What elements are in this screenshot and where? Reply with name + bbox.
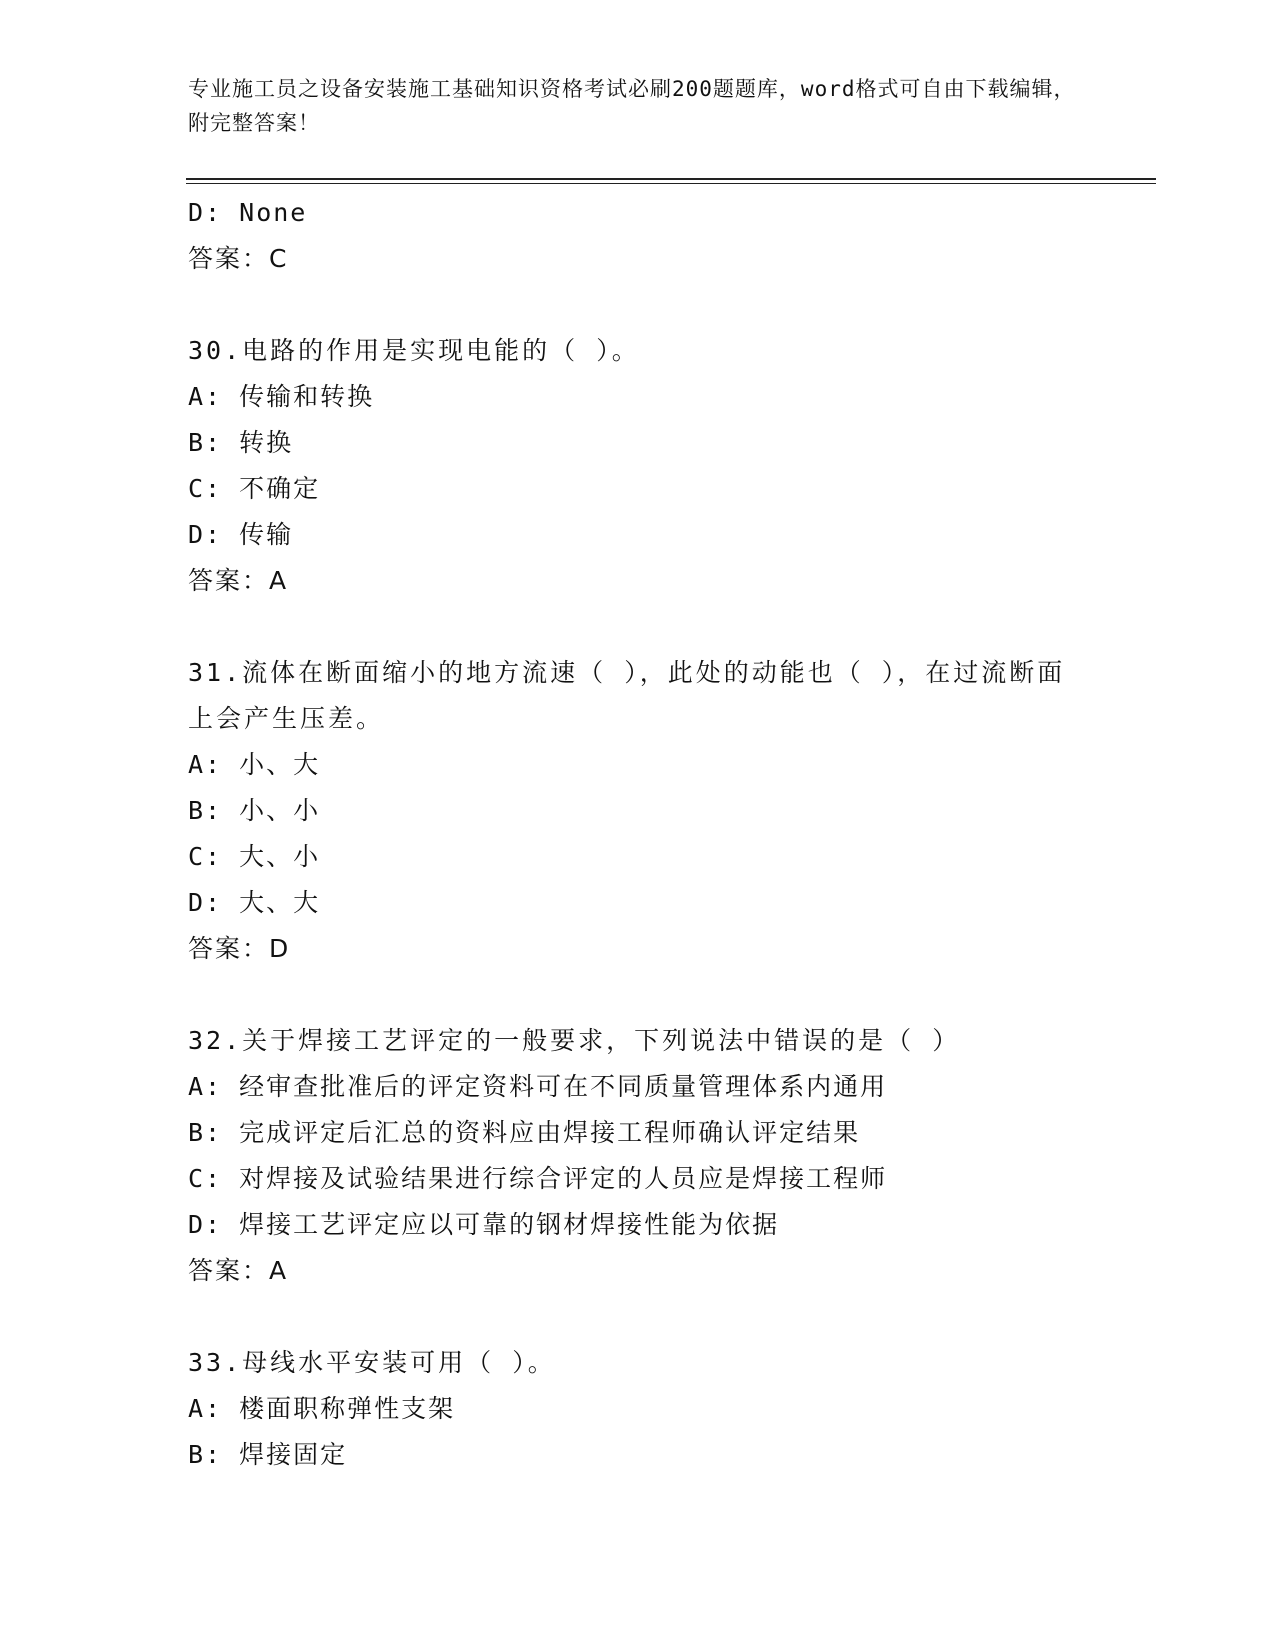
question-32: [188, 1018, 1088, 1294]
option-a: A: 楼面职称弹性支架: [188, 1394, 456, 1423]
header-divider: [186, 178, 1156, 180]
answer-line: 答案：C: [188, 244, 289, 273]
option-d: D: 焊接工艺评定应以可靠的钢材焊接性能为依据: [188, 1210, 780, 1239]
question-31: [188, 650, 1088, 972]
question-text: 30.电路的作用是实现电能的（ ）。: [188, 336, 640, 365]
question-list: [188, 190, 1088, 1478]
option-c: C: 大、小: [188, 842, 321, 871]
option-c: C: 对焊接及试验结果进行综合评定的人员应是焊接工程师: [188, 1164, 888, 1193]
answer-line: 答案：D: [188, 934, 291, 963]
option-a: A: 经审查批准后的评定资料可在不同质量管理体系内通用: [188, 1072, 888, 1101]
question-text: 32.关于焊接工艺评定的一般要求，下列说法中错误的是（ ）: [188, 1026, 961, 1055]
option-b: B: 焊接固定: [188, 1440, 348, 1469]
option-d: D: 大、大: [188, 888, 321, 917]
document-header: [188, 72, 1078, 140]
option-b: B: 转换: [188, 428, 294, 457]
option-b: B: 小、小: [188, 796, 321, 825]
question-30: [188, 328, 1088, 604]
header-divider-thin: [186, 183, 1156, 184]
option-a: A: 传输和转换: [188, 382, 375, 411]
option-d: D: None: [188, 198, 308, 227]
answer-line: 答案：A: [188, 1256, 289, 1285]
option-b: B: 完成评定后汇总的资料应由焊接工程师确认评定结果: [188, 1118, 861, 1147]
question-33: [188, 1340, 1088, 1478]
option-c: C: 不确定: [188, 474, 321, 503]
answer-line: 答案：A: [188, 566, 289, 595]
option-a: A: 小、大: [188, 750, 321, 779]
question-text: 31.流体在断面缩小的地方流速（ ），此处的动能也（ ），在过流断面上会产生压差。: [188, 658, 1066, 733]
header-title: 专业施工员之设备安装施工基础知识资格考试必刷200题题库，word格式可自由下载编辑，附完整答案！: [188, 77, 1076, 135]
question-text: 33.母线水平安装可用（ ）。: [188, 1348, 556, 1377]
option-d: D: 传输: [188, 520, 294, 549]
